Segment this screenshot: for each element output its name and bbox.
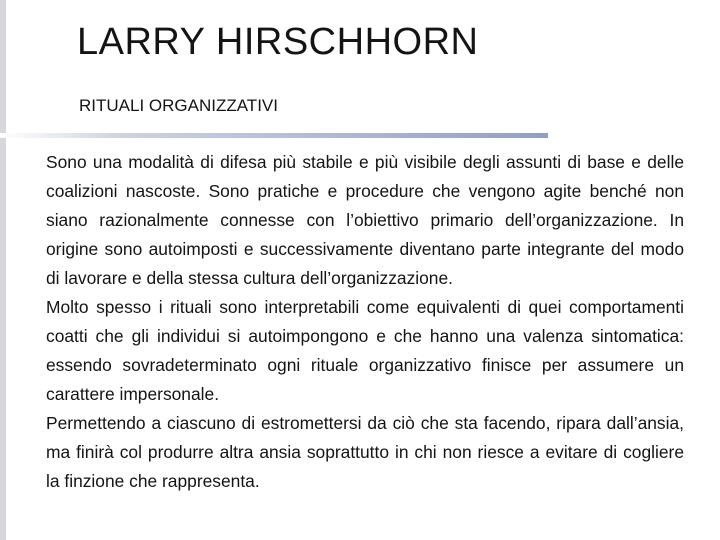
paragraph-2: Molto spesso i rituali sono interpretabili come equivalenti di quei comportamenti coatti che gli individui si autoimpongono e che hanno una valenza sintomatica: essendo sovradeterminato ogni rituale organizzativo finisce per assumere un carattere impersonale.: [46, 297, 684, 404]
body-text: [46, 148, 684, 496]
paragraph-3: Permettendo a ciascuno di estromettersi da ciò che sta facendo, ripara dall’ansia, ma finirà col produrre altra ansia soprattutto in chi non riesce a evitare di cogliere la finzione che rappresenta.: [46, 413, 684, 491]
slide-subtitle: RITUALI ORGANIZZATIVI: [79, 96, 278, 115]
slide-title: LARRY HIRSCHHORN: [77, 21, 479, 63]
left-accent-bar: [0, 0, 6, 540]
paragraph-1: Sono una modalità di difesa più stabile e più visibile degli assunti di base e delle coalizioni nascoste. Sono pratiche e procedure che vengono agite benché non siano razionalmente connesse con l’obiettivo primario dell’organizzazione. In origine sono autoimposti e successivamente diventano parte integrante del modo di lavorare e della stessa cultura dell’organizzazione.: [46, 152, 684, 288]
title-divider: [0, 133, 548, 138]
